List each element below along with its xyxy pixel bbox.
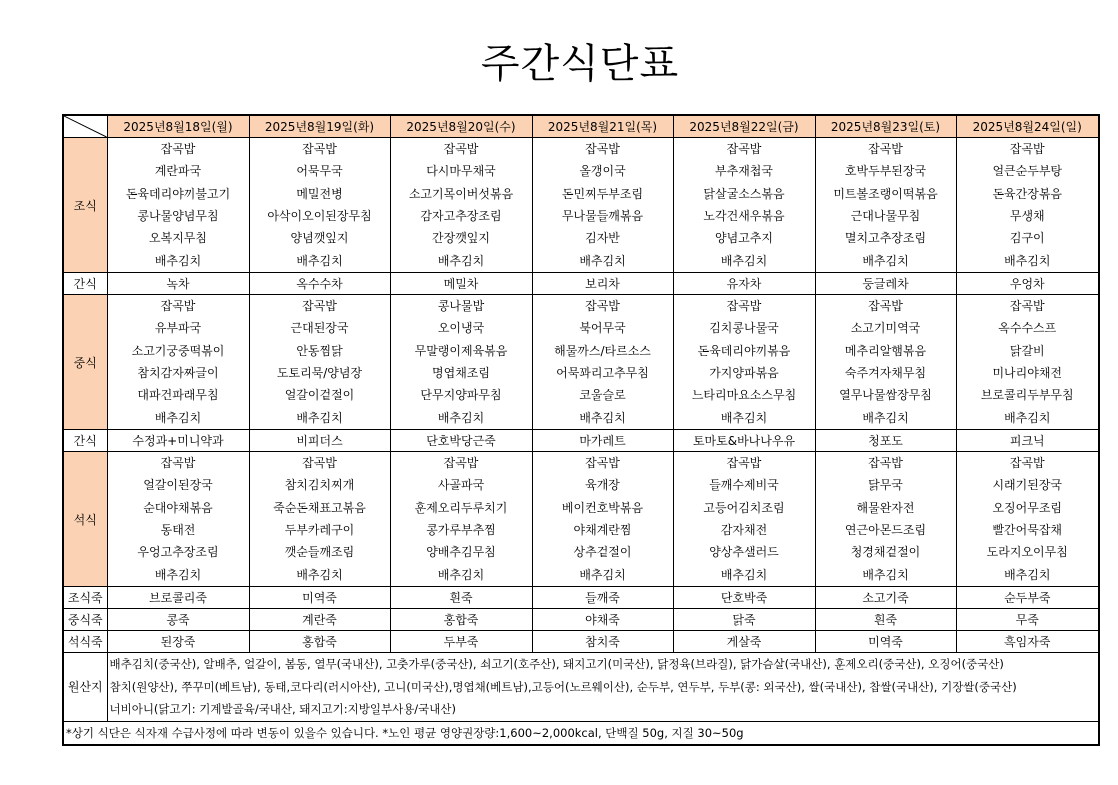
menu-cell [249,138,390,273]
date-header: 2025년8월22일(금) [673,115,815,138]
date-header: 2025년8월21일(목) [532,115,673,138]
menu-item: 청경채겉절이 [850,545,921,560]
menu-item: 배추김치 [720,567,768,582]
menu-item: 잡곡밥 [160,456,196,470]
menu-item: 배추김치 [296,253,343,268]
menu-item: 멸치고추장조림 [844,231,927,246]
menu-item: 잡곡밥 [1009,142,1045,156]
menu-item: 계란파국 [154,164,202,179]
menu-item: 양념고추지 [715,231,773,246]
menu-cell [249,452,390,587]
menu-item: 고등어김치조림 [703,500,785,515]
menu-item: 잡곡밥 [726,142,762,156]
menu-cell: 게살죽 [673,631,815,653]
menu-cell [249,295,390,430]
menu-item: 배추김치 [720,253,768,268]
menu-item: 배추김치 [296,410,343,425]
menu-cell: 비피더스 [249,430,390,452]
menu-item: 돈육데리야끼불고기 [125,186,231,201]
meal-row [63,631,1099,653]
meal-row [63,295,1099,430]
menu-cell: 단호박당근죽 [390,430,532,452]
menu-cell: 녹차 [107,273,249,295]
menu-item: 순대야채볶음 [143,500,213,515]
origin-line: 너비아니(닭고기: 기계발골육/국내산, 돼지고기:지방일부사용/국내산) [109,702,456,717]
menu-cell [107,452,249,587]
menu-item: 양배추김무침 [426,545,496,560]
menu-item: 소고기궁중떡볶이 [131,343,225,358]
menu-cell: 야채죽 [532,609,673,631]
menu-item: 미트볼조랭이떡볶음 [833,186,938,201]
menu-item: 북어무국 [579,321,626,336]
origin-row [63,653,1099,722]
meal-label: 간식 [63,430,107,452]
menu-item: 김구이 [1009,231,1045,246]
menu-item: 깻순들깨조림 [284,545,355,560]
menu-cell: 홍합죽 [249,631,390,653]
menu-cell: 둥글레차 [815,273,956,295]
menu-cell: 흰죽 [390,587,532,609]
menu-item: 배추김치 [437,253,485,268]
menu-item: 배추김치 [1004,410,1051,425]
menu-cell: 피크닉 [956,430,1099,452]
menu-item: 동태전 [160,522,196,537]
menu-item: 도토리묵/양념장 [276,365,363,380]
menu-item: 올갱이국 [579,164,626,179]
menu-cell [956,452,1099,587]
meal-label: 간식 [63,273,107,295]
menu-cell [390,452,532,587]
meal-label: 중식죽 [63,609,107,631]
origin-line: 참치(원양산), 쭈꾸미(베트남), 동태,코다리(러시아산), 고니(미국산),명엽채(베트남),고등어(노르웨이산), 순두부, 연두부, 두부(콩: 외국산), 쌀(국내산), 찹쌀(국내산), 기장쌀(중국산) [109,679,1017,694]
menu-item: 배추김치 [579,567,626,582]
menu-item: 미나리야채전 [992,365,1063,380]
menu-item: 감자고추장조림 [420,208,502,223]
origin-label: 원산지 [63,653,107,722]
menu-item: 잡곡밥 [1009,299,1045,313]
menu-cell: 단호박죽 [673,587,815,609]
meal-row [63,452,1099,587]
menu-item: 가지양파볶음 [709,365,779,380]
menu-cell [815,138,956,273]
menu-item: 무나물들깨볶음 [561,208,644,223]
menu-cell: 우엉차 [956,273,1099,295]
footnote: *상기 식단은 식자재 수급사정에 따라 변동이 있을수 있습니다. *노인 평균 영양권장량:1,600~2,000kcal, 단백질 50g, 지질 30~50g [63,721,1099,745]
menu-cell [956,138,1099,273]
meal-label: 석식 [63,452,107,587]
meal-label: 조식죽 [63,587,107,609]
menu-item: 잡곡밥 [585,456,620,470]
menu-item: 죽순돈채표고볶음 [273,500,366,515]
meal-row [63,430,1099,452]
origin-info [107,653,1099,722]
menu-item: 어묵꽈리고추무침 [556,365,649,380]
menu-item: 빨간어묵잡채 [992,522,1063,537]
menu-cell: 메밀차 [390,273,532,295]
menu-item: 잡곡밥 [443,142,479,156]
menu-cell: 미역죽 [815,631,956,653]
menu-item: 느타리마요소스무침 [691,388,797,403]
menu-cell: 순두부죽 [956,587,1099,609]
menu-cell [532,138,673,273]
menu-item: 호박두부된장국 [844,164,927,179]
note-row [63,721,1099,745]
date-header: 2025년8월19일(화) [249,115,390,138]
menu-cell: 콩죽 [107,609,249,631]
menu-item: 오복지무침 [149,231,207,246]
menu-item: 배추김치 [862,567,909,582]
menu-cell [956,295,1099,430]
menu-cell [673,452,815,587]
menu-cell: 청포도 [815,430,956,452]
menu-item: 배추김치 [1004,567,1051,582]
menu-cell [815,295,956,430]
menu-item: 명엽채조림 [432,365,490,380]
menu-item: 잡곡밥 [868,142,903,156]
menu-item: 닭살굴소스볶음 [703,186,785,201]
meal-label: 석식죽 [63,631,107,653]
menu-item: 무생채 [1009,208,1045,223]
menu-item: 열무나물쌈장무침 [839,388,932,403]
menu-item: 유부파국 [154,321,202,336]
menu-cell: 참치죽 [532,631,673,653]
date-header: 2025년8월20일(수) [390,115,532,138]
menu-item: 돈민찌두부조림 [561,186,644,201]
menu-item: 콩나물양념무침 [137,208,219,223]
menu-cell [532,295,673,430]
menu-item: 다시마무채국 [426,164,496,179]
menu-cell: 된장죽 [107,631,249,653]
menu-item: 상추겉절이 [573,545,632,560]
menu-item: 근대된장국 [290,321,349,336]
menu-item: 배추김치 [154,410,202,425]
menu-item: 콩가루부추찜 [426,522,496,537]
menu-item: 잡곡밥 [160,299,196,313]
menu-item: 잡곡밥 [726,299,762,313]
date-header: 2025년8월24일(일) [956,115,1099,138]
menu-item: 무말랭이제육볶음 [414,343,508,358]
menu-item: 배추김치 [1004,253,1051,268]
menu-item: 잡곡밥 [443,456,479,470]
meal-label: 중식 [63,295,107,430]
menu-item: 참치김치찌개 [284,478,355,493]
menu-item: 부추재첩국 [715,164,773,179]
menu-item: 배추김치 [579,410,626,425]
menu-item: 배추김치 [862,253,909,268]
menu-item: 해물까스/타르소스 [554,343,651,358]
menu-cell: 토마토&바나나우유 [673,430,815,452]
menu-cell: 무죽 [956,609,1099,631]
menu-item: 옥수수스프 [998,321,1057,336]
menu-cell [673,138,815,273]
menu-item: 얼갈이된장국 [143,478,213,493]
menu-item: 잡곡밥 [1009,456,1045,470]
menu-cell: 두부죽 [390,631,532,653]
menu-item: 연근아몬드조림 [844,522,927,537]
menu-cell: 브로콜리죽 [107,587,249,609]
meal-label: 조식 [63,138,107,273]
date-header: 2025년8월18일(월) [107,115,249,138]
meal-row [63,138,1099,273]
menu-item: 해물완자전 [856,500,915,515]
menu-cell [673,295,815,430]
menu-cell: 미역죽 [249,587,390,609]
menu-item: 배추김치 [437,410,485,425]
menu-item: 잡곡밥 [726,456,762,470]
menu-item: 두부카레구이 [284,522,355,537]
menu-item: 아삭이오이된장무침 [267,208,372,223]
menu-item: 잡곡밥 [585,142,620,156]
menu-item: 어묵무국 [296,164,343,179]
menu-cell: 흑임자죽 [956,631,1099,653]
menu-item: 김치콩나물국 [709,321,779,336]
menu-item: 들깨수제비국 [709,478,779,493]
menu-cell: 유자차 [673,273,815,295]
menu-item: 시래기된장국 [992,478,1063,493]
meal-row [63,609,1099,631]
menu-item: 돈육데리야끼볶음 [697,343,791,358]
page-title: 주간식단표 [480,41,680,87]
menu-item: 얼큰순두부탕 [992,164,1063,179]
menu-item: 돈육간장볶음 [992,186,1063,201]
menu-item: 콩나물밥 [437,299,485,313]
menu-item: 잡곡밥 [868,299,903,313]
menu-cell: 닭죽 [673,609,815,631]
menu-item: 닭무국 [868,478,903,493]
menu-item: 안동찜닭 [296,343,343,358]
menu-item: 메밀전병 [296,186,343,201]
menu-item: 잡곡밥 [160,142,196,156]
menu-item: 양상추샐러드 [709,545,779,560]
menu-cell: 보리차 [532,273,673,295]
menu-item: 간장깻잎지 [432,231,490,246]
menu-item: 배추김치 [296,567,343,582]
menu-item: 잡곡밥 [302,142,337,156]
menu-item: 야채계란찜 [573,522,632,537]
menu-item: 얼갈이겉절이 [284,388,355,403]
weekly-menu-table [62,114,1100,746]
menu-item: 대파건파래무침 [137,388,219,403]
menu-item: 근대나물무침 [850,208,921,223]
menu-cell [815,452,956,587]
menu-cell [107,295,249,430]
menu-item: 잡곡밥 [868,456,903,470]
menu-item: 배추김치 [862,410,909,425]
menu-item: 훈제오리두루치기 [414,500,508,515]
menu-item: 육개장 [585,478,620,493]
menu-item: 오징어무조림 [992,500,1063,515]
meal-row [63,587,1099,609]
origin-line: 배추김치(중국산), 알배추, 얼갈이, 봄동, 열무(국내산), 고춧가루(중국산), 쇠고기(호주산), 돼지고기(미국산), 닭정육(브라질), 닭가슴살(국내산), 훈제오리(중국산), 오징어(중국산) [109,657,1004,671]
menu-item: 노각건새우볶음 [703,208,785,223]
menu-item: 도라지오이무침 [986,545,1068,560]
menu-cell: 들깨죽 [532,587,673,609]
menu-item: 소고기미역국 [850,321,921,336]
menu-cell: 계란죽 [249,609,390,631]
menu-cell [390,295,532,430]
menu-cell [532,452,673,587]
menu-cell: 마가레트 [532,430,673,452]
menu-item: 배추김치 [437,567,485,582]
meal-row [63,273,1099,295]
menu-item: 숙주겨자채무침 [844,365,927,380]
date-header: 2025년8월23일(토) [815,115,956,138]
menu-item: 배추김치 [720,410,768,425]
corner-cell [63,115,107,138]
menu-item: 베이컨호박볶음 [561,500,644,515]
menu-item: 양념깻잎지 [290,231,349,246]
menu-item: 오이냉국 [437,321,485,336]
menu-item: 잡곡밥 [585,299,620,313]
menu-cell: 소고기죽 [815,587,956,609]
menu-item: 참치감자짜글이 [137,365,219,380]
menu-cell [390,138,532,273]
menu-item: 소고기목이버섯볶음 [408,186,514,201]
menu-cell: 옥수수차 [249,273,390,295]
menu-item: 잡곡밥 [302,299,337,313]
menu-cell: 흰죽 [815,609,956,631]
menu-cell: 홍합죽 [390,609,532,631]
menu-item: 메추리알햄볶음 [844,343,927,358]
menu-item: 잡곡밥 [302,456,337,470]
menu-item: 감자채전 [720,522,768,537]
menu-item: 배추김치 [579,253,626,268]
menu-cell [107,138,249,273]
menu-item: 브로콜리두부무침 [980,388,1074,403]
menu-item: 배추김치 [154,253,202,268]
menu-cell: 수정과+미니약과 [107,430,249,452]
menu-item: 배추김치 [154,567,202,582]
menu-item: 코울슬로 [579,388,626,403]
menu-item: 단무지양파무침 [420,388,502,403]
menu-item: 우엉고추장조림 [137,545,219,560]
menu-item: 사골파국 [437,478,485,493]
menu-item: 김자반 [585,231,620,246]
menu-item: 닭갈비 [1009,343,1045,358]
